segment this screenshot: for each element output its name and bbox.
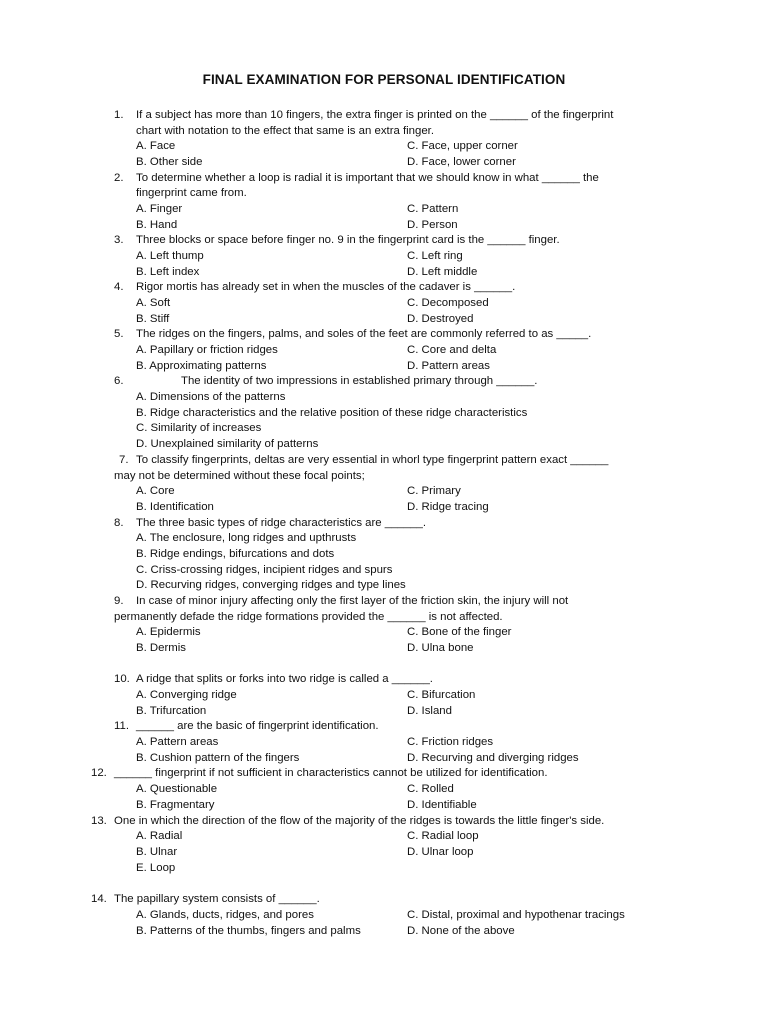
question-text: One in which the direction of the flow of the majority of the ridges is towards the little finger's side.	[114, 815, 605, 827]
question-number: 3.	[114, 234, 124, 246]
question-text: permanently defade the ridge formations provided the ______ is not affected.	[114, 611, 503, 623]
answer-option: B. Fragmentary	[136, 799, 215, 811]
answer-option: A. Dimensions of the patterns	[136, 391, 286, 403]
answer-option: A. Papillary or friction ridges	[136, 344, 278, 356]
answer-option: D. None of the above	[407, 925, 515, 937]
answer-option: B. Identification	[136, 501, 214, 513]
answer-option: A. Face	[136, 140, 176, 152]
question-number: 10.	[114, 673, 130, 685]
question-text: The ridges on the fingers, palms, and soles of the feet are commonly referred to as _____.	[136, 328, 592, 340]
question-number: 7.	[119, 454, 129, 466]
answer-option: D. Face, lower corner	[407, 156, 516, 168]
answer-option: D. Ulnar loop	[407, 846, 474, 858]
answer-option: B. Approximating patterns	[136, 360, 267, 372]
answer-option: B. Stiff	[136, 313, 170, 325]
answer-option: B. Ulnar	[136, 846, 178, 858]
answer-option: B. Trifurcation	[136, 705, 207, 717]
answer-option: B. Other side	[136, 156, 203, 168]
answer-option: E. Loop	[136, 862, 176, 874]
question-text: To classify fingerprints, deltas are very essential in whorl type fingerprint pattern exact ______	[136, 454, 609, 466]
question-text: fingerprint came from.	[136, 187, 247, 199]
question-number: 2.	[114, 172, 124, 184]
answer-option: D. Pattern areas	[407, 360, 490, 372]
answer-option: B. Hand	[136, 219, 178, 231]
answer-option: B. Left index	[136, 266, 200, 278]
question-text: may not be determined without these focal points;	[114, 470, 365, 482]
question-number: 14.	[91, 893, 107, 905]
answer-option: C. Criss-crossing ridges, incipient ridges and spurs	[136, 564, 393, 576]
question-number: 4.	[114, 281, 124, 293]
question-number: 6.	[114, 375, 124, 387]
answer-option: A. Core	[136, 485, 175, 497]
answer-option: D. Identifiable	[407, 799, 477, 811]
answer-option: A. Finger	[136, 203, 183, 215]
question-text: If a subject has more than 10 fingers, the extra finger is printed on the ______ of the fingerprint	[136, 109, 614, 121]
answer-option: C. Bifurcation	[407, 689, 476, 701]
question-text: chart with notation to the effect that same is an extra finger.	[136, 125, 435, 137]
answer-option: C. Decomposed	[407, 297, 489, 309]
answer-option: D. Island	[407, 705, 452, 717]
answer-option: B. Dermis	[136, 642, 186, 654]
question-text: To determine whether a loop is radial it is important that we should know in what ______ the	[136, 172, 599, 184]
answer-option: A. Epidermis	[136, 626, 201, 638]
answer-option: A. Glands, ducts, ridges, and pores	[136, 909, 314, 921]
question-text: The three basic types of ridge characteristics are ______.	[136, 517, 426, 529]
answer-option: C. Core and delta	[407, 344, 497, 356]
answer-option: D. Person	[407, 219, 458, 231]
question-text: ______ fingerprint if not sufficient in characteristics cannot be utilized for identification.	[114, 767, 548, 779]
page-title: FINAL EXAMINATION FOR PERSONAL IDENTIFICATION	[202, 72, 566, 87]
question-number: 1.	[114, 109, 124, 121]
answer-option: C. Rolled	[407, 783, 454, 795]
answer-option: A. Radial	[136, 830, 183, 842]
question-number: 13.	[91, 815, 107, 827]
question-text: ______ are the basic of fingerprint identification.	[136, 720, 379, 732]
question-text: In case of minor injury affecting only the first layer of the friction skin, the injury will not	[136, 595, 569, 607]
answer-option: C. Left ring	[407, 250, 463, 262]
question-number: 8.	[114, 517, 124, 529]
answer-option: C. Bone of the finger	[407, 626, 512, 638]
question-text: Rigor mortis has already set in when the muscles of the cadaver is ______.	[136, 281, 516, 293]
answer-option: A. Soft	[136, 297, 171, 309]
answer-option: A. Questionable	[136, 783, 218, 795]
question-number: 5.	[114, 328, 124, 340]
answer-option: C. Distal, proximal and hypothenar tracings	[407, 909, 625, 921]
question-number: 11.	[114, 720, 129, 732]
answer-option: D. Destroyed	[407, 313, 474, 325]
question-number: 9.	[114, 595, 124, 607]
answer-option: C. Face, upper corner	[407, 140, 518, 152]
answer-option: D. Recurving ridges, converging ridges and type lines	[136, 579, 406, 591]
question-text: A ridge that splits or forks into two ridge is called a ______.	[136, 673, 433, 685]
answer-option: C. Pattern	[407, 203, 459, 215]
question-text: The identity of two impressions in established primary through ______.	[181, 375, 538, 387]
question-text: The papillary system consists of ______.	[114, 893, 320, 905]
answer-option: A. The enclosure, long ridges and upthrusts	[136, 532, 357, 544]
answer-option: D. Left middle	[407, 266, 478, 278]
answer-option: D. Unexplained similarity of patterns	[136, 438, 319, 450]
answer-option: D. Ulna bone	[407, 642, 474, 654]
answer-option: A. Converging ridge	[136, 689, 237, 701]
answer-option: C. Primary	[407, 485, 461, 497]
answer-option: D. Recurving and diverging ridges	[407, 752, 579, 764]
answer-option: B. Cushion pattern of the fingers	[136, 752, 300, 764]
answer-option: A. Pattern areas	[136, 736, 219, 748]
question-number: 12.	[91, 767, 107, 779]
answer-option: B. Ridge characteristics and the relative position of these ridge characteristics	[136, 407, 528, 419]
answer-option: A. Left thump	[136, 250, 204, 262]
answer-option: B. Ridge endings, bifurcations and dots	[136, 548, 335, 560]
answer-option: C. Radial loop	[407, 830, 479, 842]
question-text: Three blocks or space before finger no. 9 in the fingerprint card is the ______ finger.	[136, 234, 560, 246]
answer-option: C. Friction ridges	[407, 736, 494, 748]
answer-option: B. Patterns of the thumbs, fingers and palms	[136, 925, 361, 937]
answer-option: C. Similarity of increases	[136, 422, 262, 434]
answer-option: D. Ridge tracing	[407, 501, 489, 513]
